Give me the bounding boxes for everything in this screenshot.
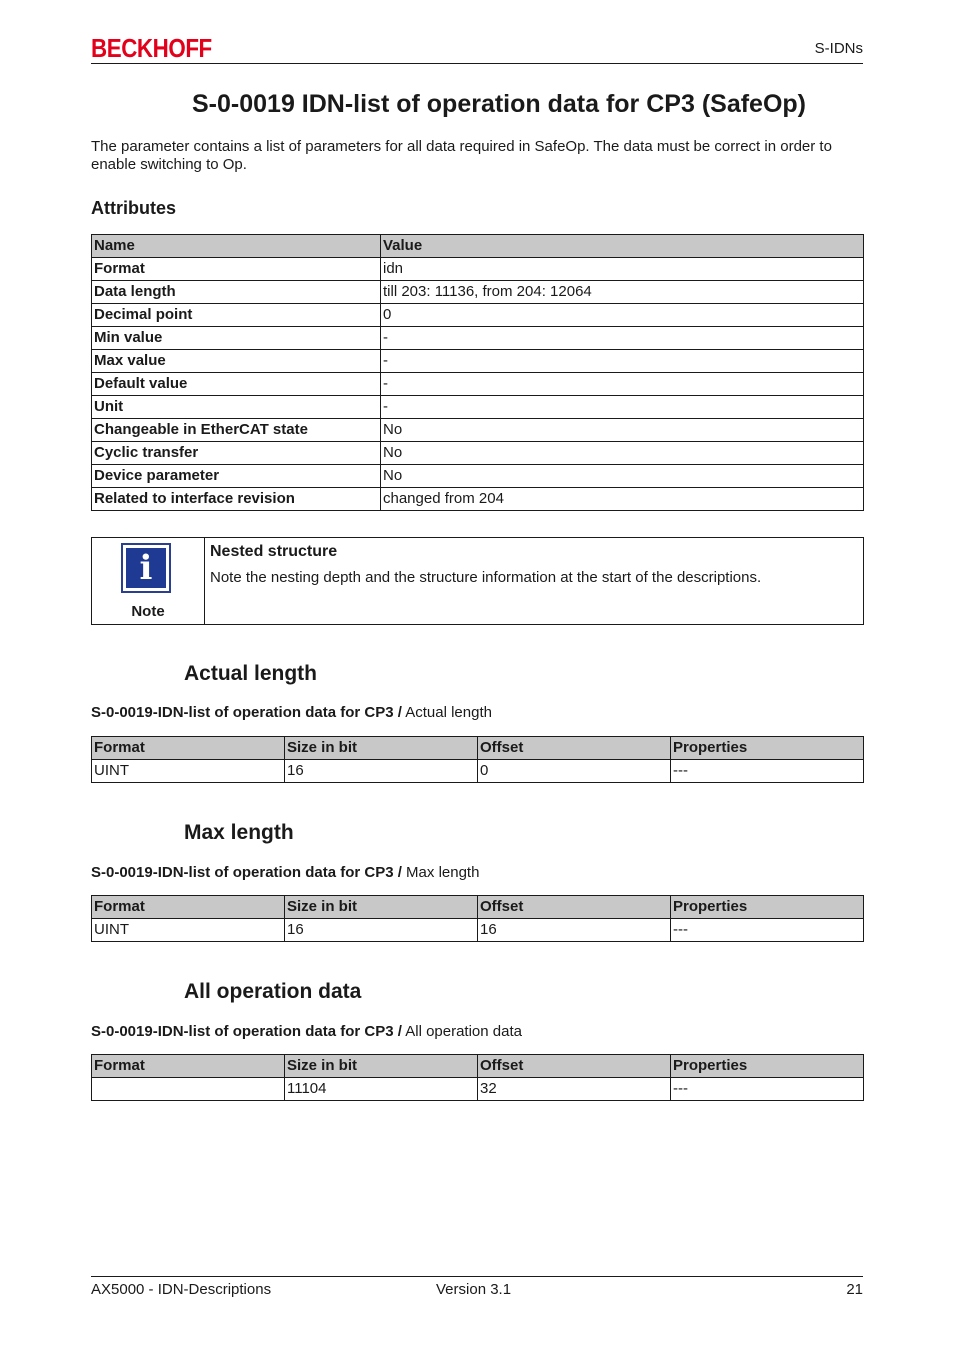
- attr-value: changed from 204: [381, 488, 864, 511]
- cell-size: 11104: [285, 1078, 478, 1101]
- header-properties: Properties: [671, 896, 864, 919]
- info-icon: [121, 543, 171, 593]
- note-box: [91, 537, 864, 625]
- table-row: [92, 465, 864, 488]
- caption-rest: Max length: [401, 864, 480, 881]
- section-heading-actual-length: Actual length: [184, 662, 318, 685]
- header-offset: Offset: [478, 737, 671, 760]
- attr-name: Unit: [92, 396, 381, 419]
- attr-name: Device parameter: [92, 465, 381, 488]
- all-operation-data-table: [91, 1054, 864, 1101]
- table-caption: [91, 1023, 522, 1040]
- note-text: Note the nesting depth and the structure information at the start of the descriptions.: [210, 569, 762, 586]
- attr-name: Data length: [92, 281, 381, 304]
- caption-rest: Actual length: [401, 704, 492, 721]
- table-caption: [91, 864, 479, 881]
- table-row: [92, 442, 864, 465]
- cell-format: UINT: [92, 919, 285, 942]
- table-row: [92, 488, 864, 511]
- table-row: [92, 327, 864, 350]
- header-format: Format: [92, 737, 285, 760]
- footer-version: Version 3.1: [436, 1281, 512, 1298]
- table-header-row: [92, 896, 864, 919]
- header-size: Size in bit: [285, 737, 478, 760]
- beckhoff-logo: BECKHOFF: [91, 33, 212, 63]
- section-heading-all-operation-data: All operation data: [184, 980, 362, 1003]
- attr-value: No: [381, 419, 864, 442]
- table-row: [92, 396, 864, 419]
- attr-name: Default value: [92, 373, 381, 396]
- table-row: [92, 1078, 864, 1101]
- cell-format: [92, 1078, 285, 1101]
- footer-page-number: 21: [846, 1281, 863, 1298]
- table-header-row: [92, 1055, 864, 1078]
- attr-name: Format: [92, 258, 381, 281]
- info-icon-fill: [126, 548, 166, 588]
- attr-value: -: [381, 373, 864, 396]
- caption-bold: S-0-0019-IDN-list of operation data for CP3 /: [91, 864, 402, 881]
- header-name: Name: [92, 235, 381, 258]
- note-icon-cell: [92, 538, 205, 624]
- note-label: Note: [131, 603, 165, 620]
- header-offset: Offset: [478, 896, 671, 919]
- attr-value: No: [381, 442, 864, 465]
- header-size: Size in bit: [285, 1055, 478, 1078]
- page-title: S-0-0019 IDN-list of operation data for CP3 (SafeOp): [192, 90, 806, 118]
- header-offset: Offset: [478, 1055, 671, 1078]
- attr-value: -: [381, 396, 864, 419]
- header-divider: [91, 63, 863, 64]
- intro-paragraph: The parameter contains a list of parameters for all data required in SafeOp. The data must be correct in order to enable switching to Op.: [91, 138, 832, 173]
- table-row: [92, 304, 864, 327]
- table-row: [92, 760, 864, 783]
- footer-document-title: AX5000 - IDN-Descriptions: [91, 1281, 272, 1298]
- cell-offset: 16: [478, 919, 671, 942]
- cell-properties: ---: [671, 919, 864, 942]
- attr-value: 0: [381, 304, 864, 327]
- attr-value: till 203: 11136, from 204: 12064: [381, 281, 864, 304]
- attr-name: Decimal point: [92, 304, 381, 327]
- header-size: Size in bit: [285, 896, 478, 919]
- section-heading-max-length: Max length: [184, 821, 294, 844]
- header-format: Format: [92, 1055, 285, 1078]
- table-row: [92, 281, 864, 304]
- table-row: [92, 419, 864, 442]
- attr-value: No: [381, 465, 864, 488]
- table-row: [92, 919, 864, 942]
- attr-value: -: [381, 327, 864, 350]
- attributes-table: [91, 234, 864, 511]
- table-row: [92, 258, 864, 281]
- attr-name: Cyclic transfer: [92, 442, 381, 465]
- attr-value: -: [381, 350, 864, 373]
- attributes-heading: Attributes: [91, 198, 176, 218]
- attr-name: Max value: [92, 350, 381, 373]
- table-header-row: [92, 737, 864, 760]
- attr-name: Min value: [92, 327, 381, 350]
- header-section-label: S-IDNs: [814, 40, 863, 57]
- cell-size: 16: [285, 919, 478, 942]
- cell-offset: 32: [478, 1078, 671, 1101]
- caption-bold: S-0-0019-IDN-list of operation data for CP3 /: [91, 704, 402, 721]
- footer-divider: [91, 1276, 863, 1277]
- table-row: [92, 350, 864, 373]
- cell-properties: ---: [671, 1078, 864, 1101]
- cell-format: UINT: [92, 760, 285, 783]
- actual-length-table: [91, 736, 864, 783]
- attr-name: Related to interface revision: [92, 488, 381, 511]
- info-icon-glyph: i: [139, 548, 153, 588]
- header-format: Format: [92, 896, 285, 919]
- header-properties: Properties: [671, 1055, 864, 1078]
- cell-size: 16: [285, 760, 478, 783]
- attr-value: idn: [381, 258, 864, 281]
- header-value: Value: [381, 235, 864, 258]
- attr-name: Changeable in EtherCAT state: [92, 419, 381, 442]
- table-caption: [91, 704, 492, 721]
- caption-rest: All operation data: [401, 1023, 522, 1040]
- max-length-table: [91, 895, 864, 942]
- caption-bold: S-0-0019-IDN-list of operation data for CP3 /: [91, 1023, 402, 1040]
- cell-offset: 0: [478, 760, 671, 783]
- attributes-header-row: [92, 235, 864, 258]
- cell-properties: ---: [671, 760, 864, 783]
- note-title: Nested structure: [210, 543, 338, 560]
- header-properties: Properties: [671, 737, 864, 760]
- table-row: [92, 373, 864, 396]
